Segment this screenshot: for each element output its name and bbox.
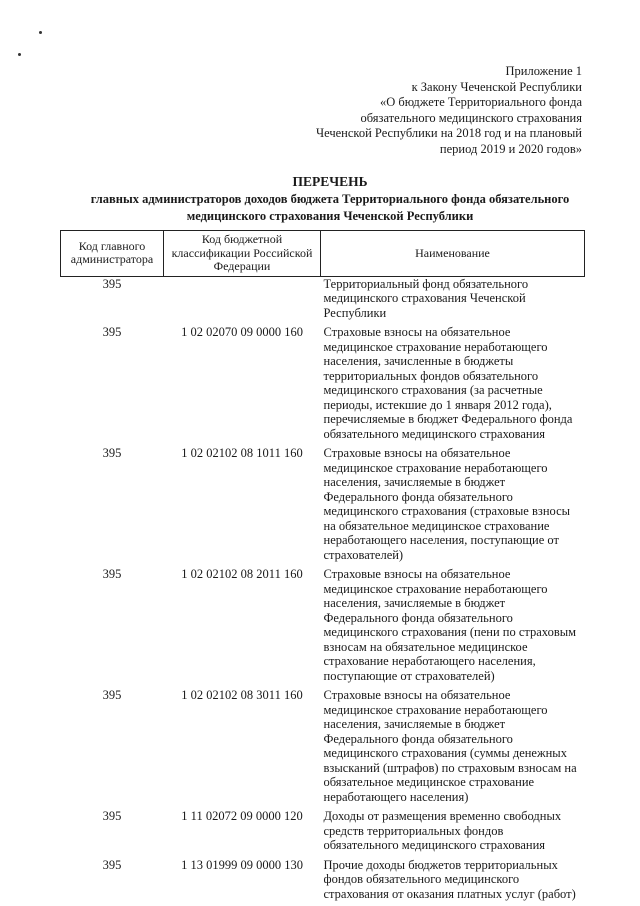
header-admin-code: Код главного администратора — [61, 231, 164, 277]
table-row — [61, 688, 585, 809]
cell-budget-code — [164, 276, 321, 325]
table-row — [61, 276, 585, 325]
appendix-line: обязательного медицинского страхования — [282, 111, 582, 127]
cell-budget-code: 1 02 02070 09 0000 160 — [164, 325, 321, 446]
document-subtitle-line: медицинского страхования Чеченской Республики — [60, 209, 600, 224]
cell-admin-code: 395 — [61, 325, 164, 446]
table-row — [61, 809, 585, 858]
table-header-row — [61, 231, 585, 277]
cell-name: Прочие доходы бюджетов территориальных фондов обязательного медицинского страхования от оказания платных услуг (работ) — [321, 858, 585, 906]
cell-name: Страховые взносы на обязательное медицинское страхование неработающего населения, зачисляемые в бюджет Федерального фонда обязательного медицинского страхования (пени по страховым взносам на обязательное медицинское страхование неработающего населения, поступающие от страхователей) — [321, 567, 585, 688]
cell-name: Страховые взносы на обязательное медицинское страхование неработающего населения, зачисляемые в бюджет Федерального фонда обязательного медицинского страхования (суммы денежных взысканий (штрафов) по страховым взносам на обязательное медицинское страхование неработающего населения) — [321, 688, 585, 809]
cell-budget-code: 1 13 01999 09 0000 130 — [164, 858, 321, 906]
administrators-table — [60, 230, 585, 906]
scan-speck — [39, 31, 42, 34]
table-row — [61, 446, 585, 567]
cell-budget-code: 1 02 02102 08 2011 160 — [164, 567, 321, 688]
table-row — [61, 858, 585, 906]
document-heading — [60, 174, 600, 224]
cell-admin-code: 395 — [61, 567, 164, 688]
cell-admin-code: 395 — [61, 276, 164, 325]
table-row — [61, 567, 585, 688]
cell-admin-code: 395 — [61, 809, 164, 858]
scan-speck — [18, 53, 21, 56]
appendix-line: к Закону Чеченской Республики — [282, 80, 582, 96]
appendix-line: период 2019 и 2020 годов» — [282, 142, 582, 158]
document-subtitle-line: главных администраторов доходов бюджета Территориального фонда обязательного — [60, 192, 600, 207]
cell-admin-code: 395 — [61, 688, 164, 809]
cell-admin-code: 395 — [61, 858, 164, 906]
cell-name: Страховые взносы на обязательное медицинское страхование неработающего населения, зачисляемые в бюджет Федерального фонда обязательного медицинского страхования (страховые взносы на обязательное медицинское страхование неработающего населения, поступающие от страхователей) — [321, 446, 585, 567]
cell-budget-code: 1 02 02102 08 1011 160 — [164, 446, 321, 567]
appendix-line: Приложение 1 — [282, 64, 582, 80]
cell-name: Территориальный фонд обязательного медицинского страхования Чеченской Республики — [321, 276, 585, 325]
cell-budget-code: 1 11 02072 09 0000 120 — [164, 809, 321, 858]
appendix-reference — [282, 64, 582, 158]
cell-budget-code: 1 02 02102 08 3011 160 — [164, 688, 321, 809]
cell-admin-code: 395 — [61, 446, 164, 567]
header-name: Наименование — [321, 231, 585, 277]
cell-name: Доходы от размещения временно свободных средств территориальных фондов обязательного медицинского страхования — [321, 809, 585, 858]
appendix-line: Чеченской Республики на 2018 год и на плановый — [282, 126, 582, 142]
header-budget-code: Код бюджетной классификации Российской Федерации — [164, 231, 321, 277]
document-title: ПЕРЕЧЕНЬ — [60, 174, 600, 190]
cell-name: Страховые взносы на обязательное медицинское страхование неработающего населения, зачисленные в бюджеты территориальных фондов обязательного медицинского страхования (за расчетные периоды, истекшие до 1 января 2012 года), перечисляемые в бюджет Федерального фонда обязательного медицинского страхования — [321, 325, 585, 446]
table-row — [61, 325, 585, 446]
appendix-line: «О бюджете Территориального фонда — [282, 95, 582, 111]
